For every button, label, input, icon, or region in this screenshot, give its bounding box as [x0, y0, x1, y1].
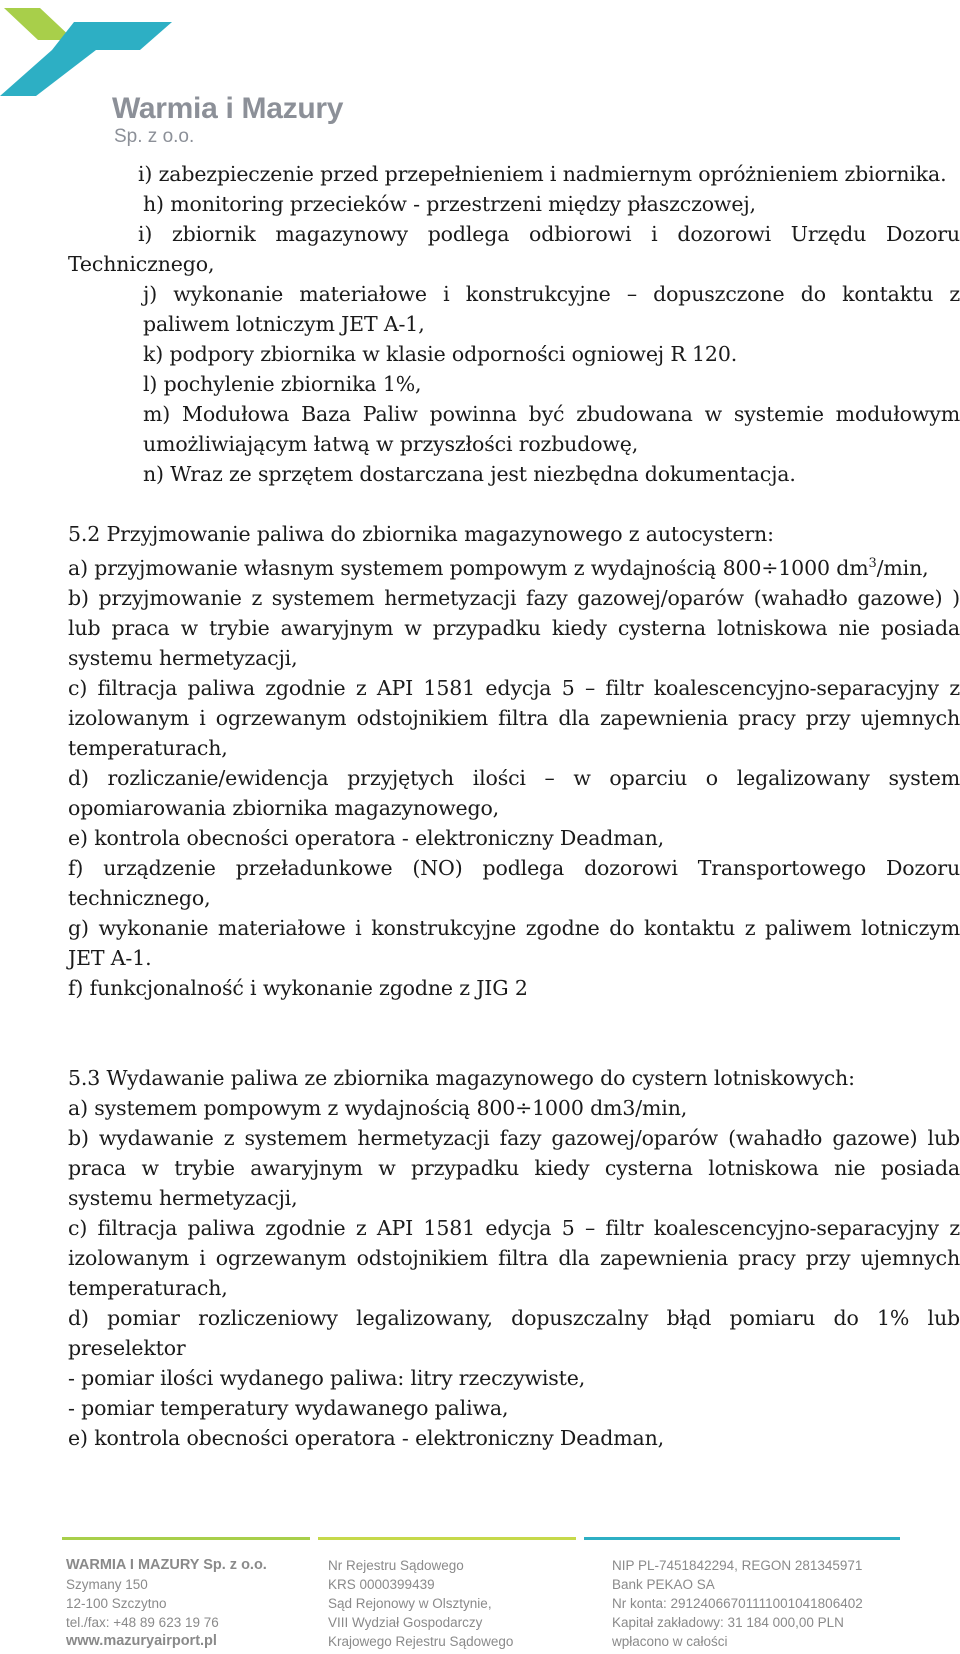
footer-company-name: WARMIA I MAZURY Sp. z o.o.: [66, 1557, 267, 1573]
paragraph-k: k) podpory zbiornika w klasie odporności ogniowej R 120.: [143, 342, 738, 366]
section-5-2-item-f: f) urządzenie przeładunkowe (NO) podlega dozorowi Transportowego Dozoru technicznego,: [68, 855, 960, 910]
section-5-2-item-a: a) przyjmowanie własnym systemem pompowym z wydajnością 800÷1000 $dm^3/\min$,: [68, 555, 929, 580]
footer-nip-regon: NIP PL-7451842294, REGON 281345971: [612, 1558, 863, 1573]
paragraph-j: j) wykonanie materiałowe i konstrukcyjne – dopuszczone do kontaktu z paliwem lotniczym JET A-1,: [143, 282, 960, 336]
footer-phone: tel./fax: +48 89 623 19 76: [66, 1615, 219, 1630]
footer-divider-green: [62, 1537, 310, 1540]
section-5-3-item-d: d) pomiar rozliczeniowy legalizowany, dopuszczalny błąd pomiaru do 1% lub preselektor: [68, 1305, 960, 1360]
section-heading-5-2: 5.2 Przyjmowanie paliwa do zbiornika magazynowego z autocystern:: [68, 522, 774, 546]
section-5-2-item-e: e) kontrola obecności operatora - elektroniczny Deadman,: [68, 825, 665, 850]
section-5-2-item-c: c) filtracja paliwa zgodnie z API 1581 edycja 5 – filtr koalescencyjno-separacyjny z izolowanym i ogrzewanym odstojnikiem filtra dla zapewnienia pracy przy ujemnych temperaturach,: [68, 675, 960, 760]
brand-name: Warmia i Mazury: [112, 92, 344, 125]
section-heading-5-3: 5.3 Wydawanie paliwa ze zbiornika magazynowego do cystern lotniskowych:: [68, 1065, 855, 1090]
footer-capital-paid: wpłacono w całości: [612, 1634, 728, 1649]
footer-company-info: [66, 1556, 267, 1651]
footer-register-name: Krajowego Rejestru Sądowego: [328, 1634, 514, 1649]
footer-court-division: VIII Wydział Gospodarczy: [328, 1615, 483, 1630]
paragraph-l: l) pochylenie zbiornika 1%,: [143, 372, 422, 396]
page-footer: [0, 1537, 960, 1654]
footer-postal-code: 12-100 Szczytno: [66, 1596, 167, 1611]
company-logo: [0, 0, 344, 150]
paragraph-m: m) Modułowa Baza Paliw powinna być zbudowana w systemie modułowym umożliwiającym łatwą w przyszłości rozbudowę,: [143, 402, 960, 456]
footer-court: Sąd Rejonowy w Olsztynie,: [328, 1596, 492, 1611]
paragraph-h: h) monitoring przecieków - przestrzeni między płaszczowej,: [143, 192, 756, 216]
document-body: [68, 159, 960, 1453]
footer-address-line: Szymany 150: [66, 1577, 148, 1592]
brand-subtitle: Sp. z o.o.: [114, 126, 195, 147]
footer-divider-teal: [584, 1537, 900, 1540]
section-5-2-item-f2: f) funkcjonalność i wykonanie zgodne z JIG 2: [68, 975, 528, 1000]
paragraph-i2: i) zbiornik magazynowy podlega odbiorowi i dozorowi Urzędu Dozoru Technicznego,: [68, 222, 960, 276]
footer-divider-lime: [318, 1537, 576, 1540]
section-5-2-item-b: b) przyjmowanie z systemem hermetyzacji fazy gazowej/oparów (wahadło gazowe) ) lub praca w trybie awaryjnym w przypadku kiedy cysterna lotniskowa nie posiada systemu hermetyzacji,: [68, 585, 960, 670]
footer-registry-info: [328, 1556, 513, 1651]
footer-share-capital: Kapitał zakładowy: 31 184 000,00 PLN: [612, 1615, 844, 1630]
section-5-3-item-c: c) filtracja paliwa zgodnie z API 1581 edycja 5 – filtr koalescencyjno-separacyjny z izolowanym i ogrzewanym odstojnikiem filtra dla zapewnienia pracy przy ujemnych temperaturach,: [68, 1215, 960, 1300]
paragraph-n: n) Wraz ze sprzętem dostarczana jest niezbędna dokumentacja.: [143, 462, 796, 486]
logo-mark-icon: [0, 0, 180, 100]
footer-website-link[interactable]: www.mazuryairport.pl: [66, 1633, 217, 1649]
footer-registry-line: Nr Rejestru Sądowego: [328, 1558, 464, 1573]
section-5-3-item-a: a) systemem pompowym z wydajnością 800÷1000 dm3/min,: [68, 1095, 688, 1120]
paragraph-i: i) zabezpieczenie przed przepełnieniem i nadmiernym opróżnieniem zbiornika.: [138, 162, 947, 186]
section-5-3-item-b: b) wydawanie z systemem hermetyzacji fazy gazowej/oparów (wahadło gazowe) lub praca w trybie awaryjnym w przypadku kiedy cysterna lotniskowa nie posiada systemu hermetyzacji,: [68, 1125, 960, 1210]
section-5-3-item-e: e) kontrola obecności operatora - elektroniczny Deadman,: [68, 1425, 665, 1450]
footer-bank-name: Bank PEKAO SA: [612, 1577, 715, 1592]
section-5-3-subitem-1: - pomiar ilości wydanego paliwa: litry rzeczywiste,: [68, 1365, 586, 1390]
section-5-3-subitem-2: - pomiar temperatury wydawanego paliwa,: [68, 1395, 509, 1420]
footer-tax-bank-info: [612, 1556, 863, 1651]
footer-krs: KRS 0000399439: [328, 1577, 435, 1592]
section-5-2-item-d: d) rozliczanie/ewidencja przyjętych ilości – w oparciu o legalizowany system opomiarowania zbiornika magazynowego,: [68, 765, 960, 820]
section-5-2-item-g: g) wykonanie materiałowe i konstrukcyjne zgodne do kontaktu z paliwem lotniczym JET A-1.: [68, 915, 960, 970]
footer-account-number: Nr konta: 29124066701111001041806402: [612, 1596, 863, 1611]
